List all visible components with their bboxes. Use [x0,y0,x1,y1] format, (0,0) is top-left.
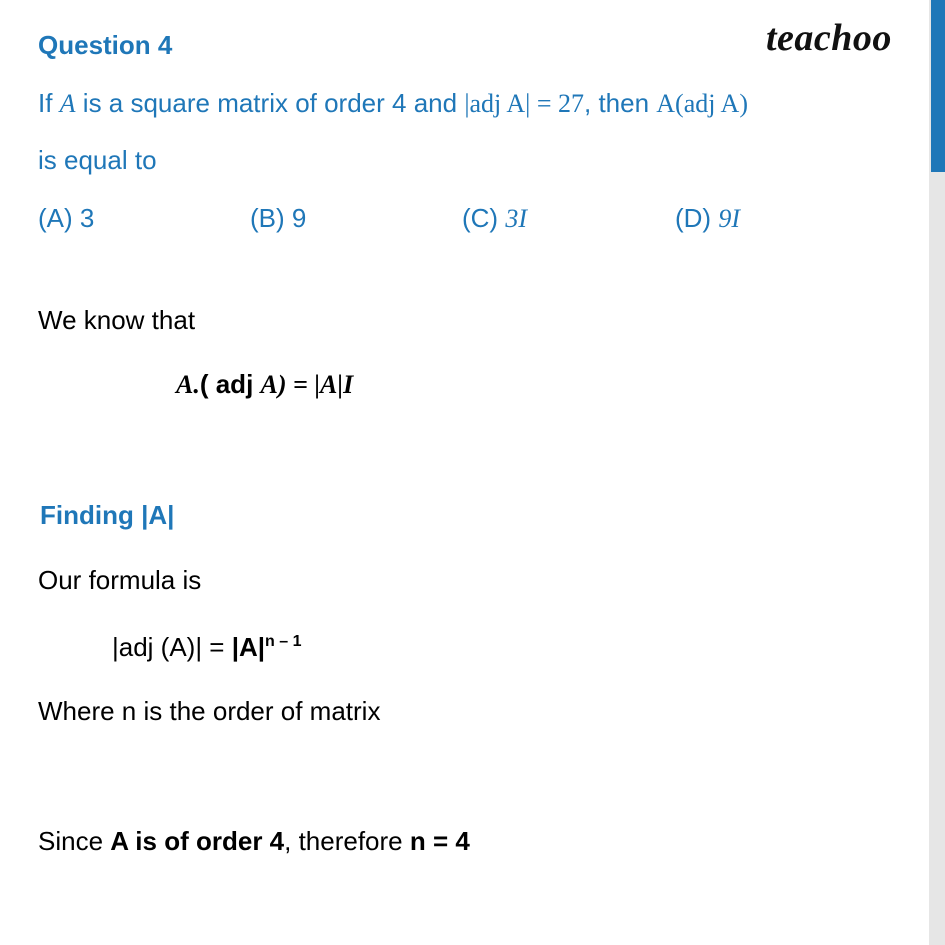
option-c-label: (C) [462,203,506,233]
formula-exponent: n – 1 [265,633,302,650]
formula-line [112,632,302,663]
q-var-a: A [59,89,76,118]
identity-rhs: A) = |A|I [260,370,354,399]
identity-paren: ( adj [199,369,261,399]
q-det-adj-a: |adj A| = 27 [464,89,584,118]
where-text: Where n is the order of matrix [38,696,381,726]
we-know-text: We know that [38,305,196,335]
teachoo-logo: teachoo [766,17,892,59]
formula-intro: Our formula is [38,565,202,595]
option-a-value: 3 [79,203,95,233]
option-c [462,203,527,234]
formula-lhs: |adj (A)| = [112,632,232,662]
since-pre: Since [38,826,111,856]
q-text-mid: is a square matrix of order 4 and [75,88,465,118]
scrollbar-thumb[interactable] [931,0,945,172]
finding-heading: Finding |A| [40,500,175,530]
option-b [250,203,306,234]
option-a [38,203,94,234]
identity-lhs: A. [176,370,200,399]
q-text-then: , then [584,88,657,118]
q-text-pre: If [38,88,60,118]
option-b-label: (B) [250,203,292,233]
option-a-label: (A) [38,203,80,233]
option-b-value: 9 [291,203,307,233]
option-d [675,203,740,234]
since-line [38,826,470,857]
option-d-label: (D) [675,203,719,233]
q-a-adj-a: A(adj A) [656,89,748,118]
option-c-value: 3I [505,204,527,233]
identity-equation [176,369,353,400]
option-d-value: 9I [718,204,740,233]
question-line-1 [38,88,748,119]
formula-rhs: |A| [231,632,266,662]
since-bold-1: A is of order 4 [110,826,285,856]
question-heading: Question 4 [38,30,173,60]
since-mid: , therefore [284,826,410,856]
question-line-2: is equal to [38,145,157,175]
since-bold-2: n = 4 [409,826,470,856]
